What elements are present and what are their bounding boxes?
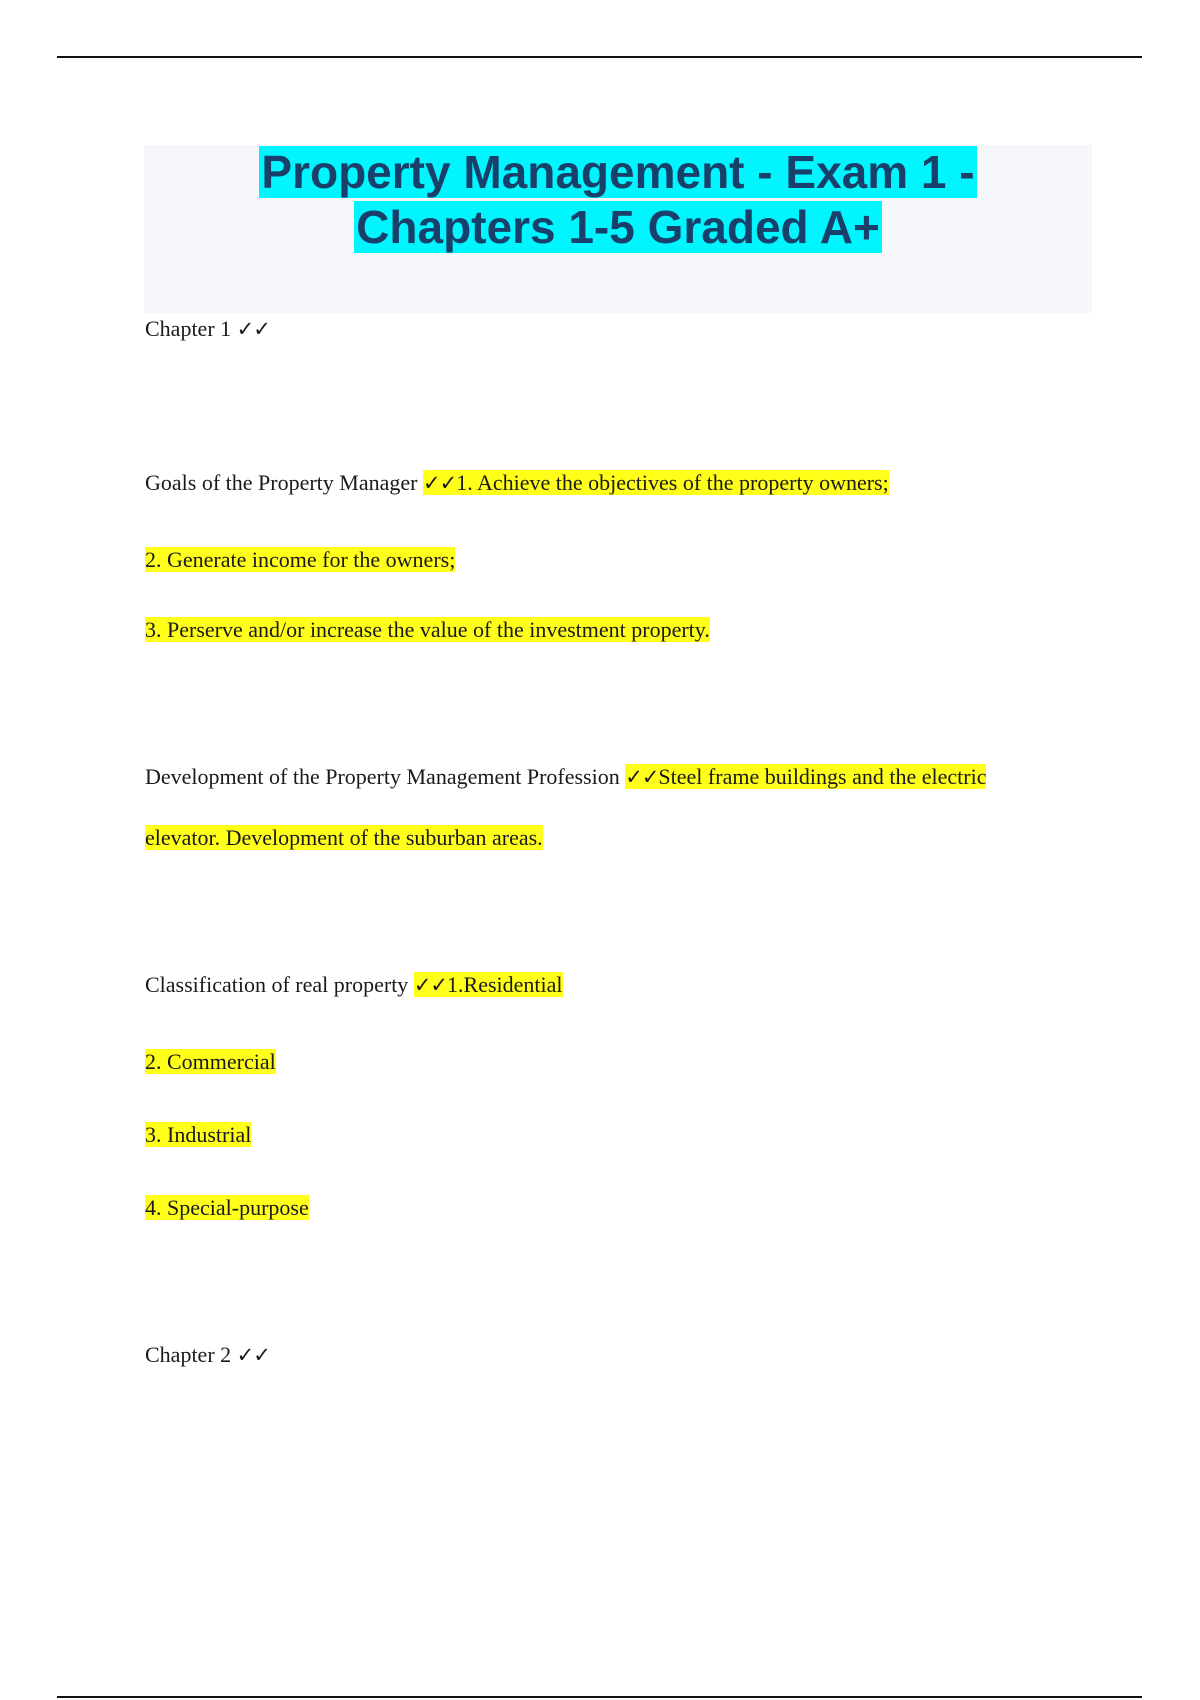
goals-answer-row-3 xyxy=(145,615,710,645)
chapter-1-heading xyxy=(145,314,270,344)
goals-answer-2: 2. Generate income for the owners; xyxy=(145,547,456,572)
check-mark-icon: ✓✓ xyxy=(413,973,448,997)
classification-answer-4: 4. Special-purpose xyxy=(145,1195,309,1220)
goals-question: Goals of the Property Manager xyxy=(145,470,418,495)
development-question: Development of the Property Management Profession xyxy=(145,764,620,789)
development-answer-1-text: Steel frame buildings and the electric xyxy=(658,764,987,789)
title-line-1: Property Management - Exam 1 - xyxy=(261,146,975,198)
chapter-2-heading xyxy=(145,1340,270,1370)
classification-answer-row-3 xyxy=(145,1120,251,1150)
development-answer-2: elevator. Development of the suburban areas. xyxy=(145,825,543,850)
check-mark-icon: ✓✓ xyxy=(236,1343,270,1367)
classification-answer-2: 2. Commercial xyxy=(145,1049,276,1074)
development-question-row xyxy=(145,762,986,792)
check-mark-icon: ✓✓ xyxy=(236,317,270,341)
goals-answer-1-text: 1. Achieve the objectives of the property owners; xyxy=(456,470,889,495)
document-title xyxy=(144,145,1092,255)
classification-answer-row-4 xyxy=(145,1193,309,1223)
check-mark-icon: ✓✓ xyxy=(422,471,457,495)
classification-answer-3: 3. Industrial xyxy=(145,1122,252,1147)
goals-answer-3: 3. Perserve and/or increase the value of the investment property. xyxy=(145,617,710,642)
classification-answer-1 xyxy=(414,972,563,997)
title-line-2: Chapters 1-5 Graded A+ xyxy=(356,201,880,253)
goals-answer-row-2 xyxy=(145,545,455,575)
classification-question: Classification of real property xyxy=(145,972,409,997)
check-mark-icon: ✓✓ xyxy=(625,765,659,789)
title-panel xyxy=(144,145,1092,313)
classification-answer-1-text: 1.Residential xyxy=(447,972,563,997)
classification-question-row xyxy=(145,970,563,1000)
classification-answer-row-2 xyxy=(145,1047,276,1077)
bottom-rule xyxy=(57,1696,1142,1698)
top-rule xyxy=(57,56,1142,58)
goals-answer-1 xyxy=(423,470,889,495)
chapter-2-label: Chapter 2 xyxy=(145,1342,232,1367)
chapter-1-label: Chapter 1 xyxy=(145,316,232,341)
development-answer-1 xyxy=(625,764,986,789)
goals-question-row xyxy=(145,468,889,498)
development-answer-row-2 xyxy=(145,823,543,853)
